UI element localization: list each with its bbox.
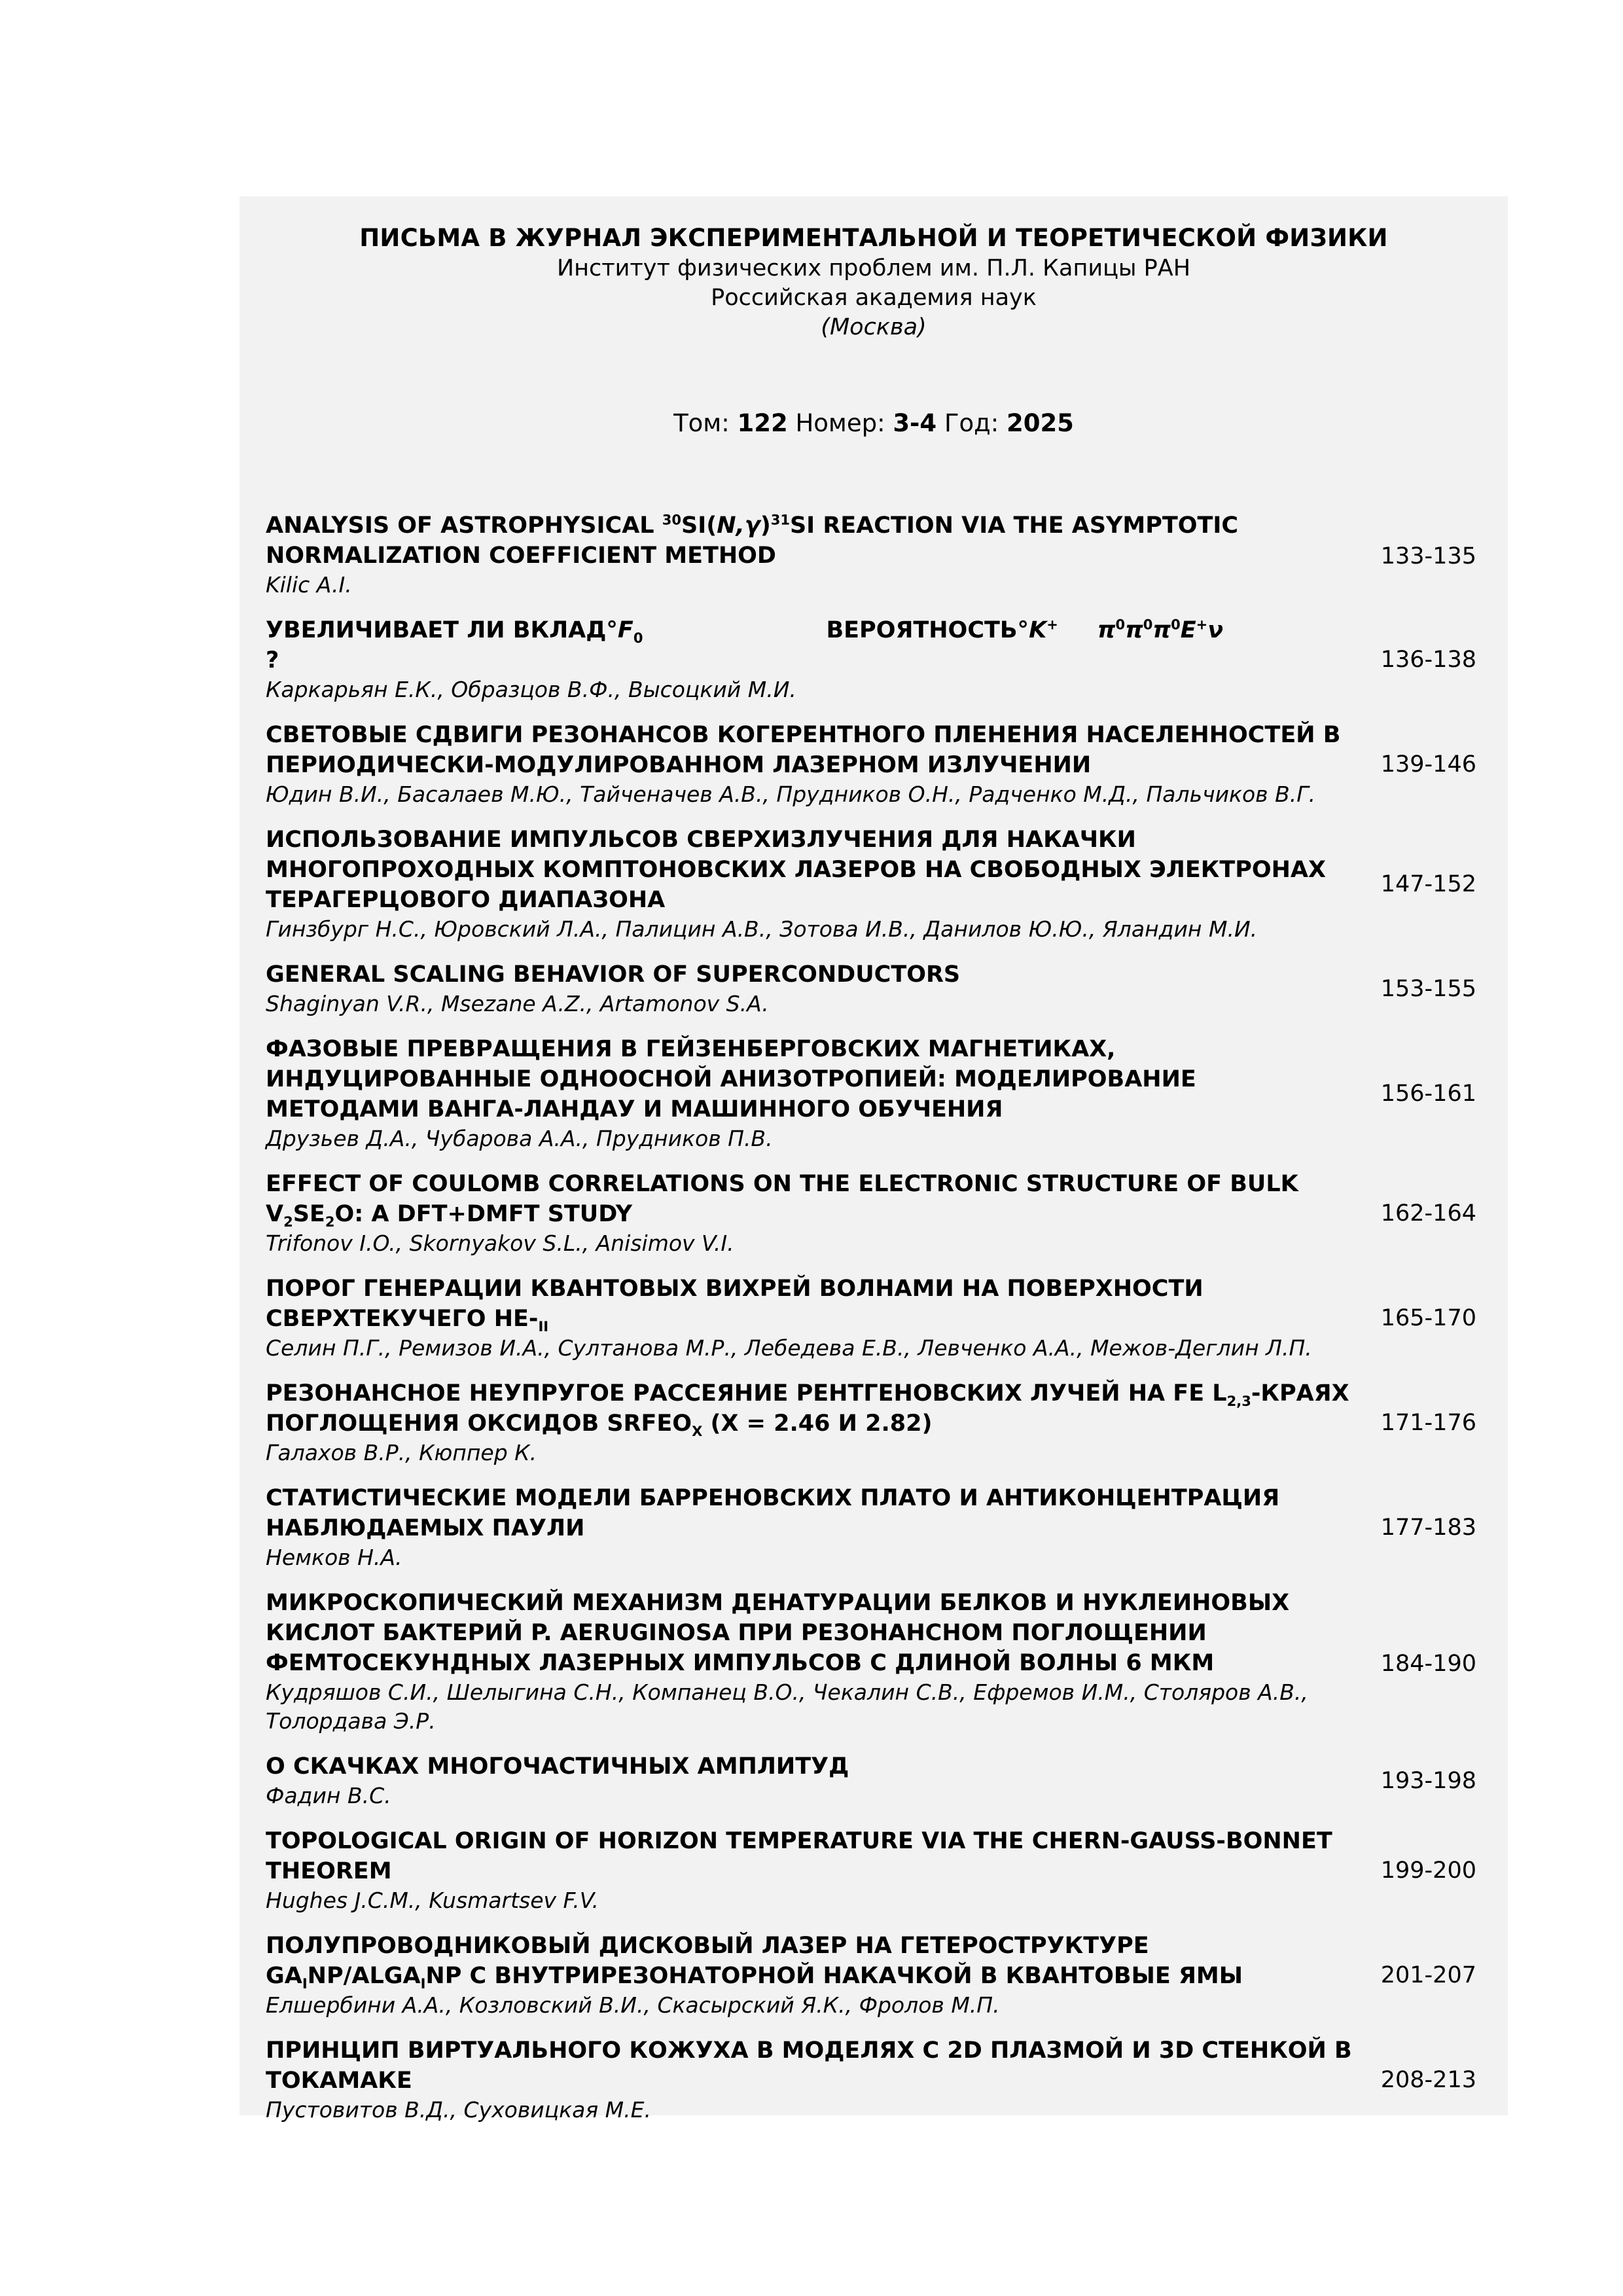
- article-entry: [266, 511, 1489, 600]
- article-authors: Юдин В.И., Басалаев М.Ю., Тайченачев А.В., Прудников О.Н., Радченко М.Д., Пальчиков В.Г.: [266, 781, 1316, 807]
- article-pages: 133-135: [1380, 543, 1476, 569]
- article-title[interactable]: ПОРОГ ГЕНЕРАЦИИ КВАНТОВЫХ ВИХРЕЙ ВОЛНАМИ НА ПОВЕРХНОСТИ СВЕРХТЕКУЧЕГО $HE-_{II}$: [266, 1276, 1204, 1335]
- article-pages: 165-170: [1380, 1305, 1476, 1331]
- article-title[interactable]: СТАТИСТИЧЕСКИЕ МОДЕЛИ БАРРЕНОВСКИХ ПЛАТО И АНТИКОНЦЕНТРАЦИЯ НАБЛЮДАЕМЫХ ПАУЛИ: [266, 1485, 1280, 1541]
- article-pages: 208-213: [1380, 2067, 1476, 2093]
- article-pages: 147-152: [1380, 871, 1476, 897]
- article-authors: Пустовитов В.Д., Суховицкая М.Е.: [266, 2097, 651, 2123]
- article-authors: Елшербини А.А., Козловский В.И., Скасырский Я.К., Фролов М.П.: [266, 1992, 1000, 2018]
- article-pages: 177-183: [1380, 1515, 1476, 1541]
- article-pages: 156-161: [1380, 1081, 1476, 1107]
- article-entry: [266, 1826, 1489, 1915]
- article-title[interactable]: МИКРОСКОПИЧЕСКИЙ МЕХАНИЗМ ДЕНАТУРАЦИИ БЕЛКОВ И НУКЛЕИНОВЫХ КИСЛОТ БАКТЕРИЙ P. AERUGINOSA ПРИ РЕЗОНАНСНОМ ПОГЛОЩЕНИИ ФЕМТОСЕКУНДНЫХ ЛАЗЕРНЫХ ИМПУЛЬСОВ С ДЛИНОЙ ВОЛНЫ 6 МКМ: [266, 1590, 1290, 1676]
- article-authors: Кудряшов С.И., Шелыгина С.Н., Компанец В.О., Чекалин С.В., Ефремов И.М., Столяров А.В., Толордава Э.Р.: [266, 1679, 1308, 1734]
- article-pages: 136-138: [1380, 647, 1476, 673]
- article-pages: 162-164: [1380, 1200, 1476, 1227]
- article-entry: [266, 2036, 1489, 2125]
- article-entry: [266, 1483, 1489, 1572]
- article-entry: [266, 1378, 1489, 1467]
- issue-info: [240, 409, 1508, 437]
- article-pages: 171-176: [1380, 1410, 1476, 1436]
- article-entry: [266, 825, 1489, 944]
- article-entry: [266, 1751, 1489, 1810]
- article-authors: Фадин В.С.: [266, 1783, 391, 1808]
- article-pages: 201-207: [1380, 1962, 1476, 1988]
- article-title[interactable]: TOPOLOGICAL ORIGIN OF HORIZON TEMPERATURE VIA THE CHERN-GAUSS-BONNET THEOREM: [266, 1828, 1332, 1884]
- institute-name: Институт физических проблем им. П.Л. Капицы РАН: [556, 255, 1191, 281]
- number-label: Номер:: [795, 409, 885, 437]
- article-authors: Kilic A.I.: [266, 572, 352, 598]
- article-title[interactable]: РЕЗОНАНСНОЕ НЕУПРУГОЕ РАССЕЯНИЕ РЕНТГЕНОВСКИХ ЛУЧЕЙ НА FE $L_{2,3}$-КРАЯХ ПОГЛОЩЕНИЯ ОКСИДОВ $SRFEO_X$ (X = 2.46 И 2.82): [266, 1380, 1349, 1439]
- article-title[interactable]: EFFECT OF COULOMB CORRELATIONS ON THE ELECTRONIC STRUCTURE OF BULK $V_2SE_2O$: A DFT+DMFT STUDY: [266, 1171, 1298, 1230]
- article-title[interactable]: О СКАЧКАХ МНОГОЧАСТИЧНЫХ АМПЛИТУД: [266, 1753, 849, 1780]
- article-authors: Друзьев Д.А., Чубарова А.А., Прудников П.В.: [266, 1126, 773, 1151]
- article-title[interactable]: GENERAL SCALING BEHAVIOR OF SUPERCONDUCTORS: [266, 961, 961, 988]
- article-pages: 153-155: [1380, 976, 1476, 1002]
- volume-value: 122: [737, 409, 788, 437]
- contents-panel: [240, 196, 1508, 2123]
- article-entry: [266, 1588, 1489, 1736]
- article-title[interactable]: ФАЗОВЫЕ ПРЕВРАЩЕНИЯ В ГЕЙЗЕНБЕРГОВСКИХ МАГНЕТИКАХ, ИНДУЦИРОВАННЫЕ ОДНООСНОЙ АНИЗОТРОПИЕЙ: МОДЕЛИРОВАНИЕ МЕТОДАМИ ВАНГА-ЛАНДАУ И МАШИННОГО ОБУЧЕНИЯ: [266, 1036, 1196, 1122]
- article-authors: Hughes J.C.M., Kusmartsev F.V.: [266, 1888, 599, 1913]
- article-pages: 184-190: [1380, 1651, 1476, 1677]
- article-entry: [266, 615, 1489, 704]
- article-entry: [266, 960, 1489, 1018]
- article-pages: 139-146: [1380, 751, 1476, 778]
- article-authors: Гинзбург Н.С., Юровский Л.А., Палицин А.В., Зотова И.В., Данилов Ю.Ю., Яландин М.И.: [266, 916, 1258, 942]
- year-label: Год:: [944, 409, 999, 437]
- year-value: 2025: [1006, 409, 1074, 437]
- article-pages: 199-200: [1380, 1857, 1476, 1884]
- article-authors: Trifonov I.O., Skornyakov S.L., Anisimov V.I.: [266, 1230, 734, 1256]
- article-entry: [266, 1274, 1489, 1363]
- article-title[interactable]: ПРИНЦИП ВИРТУАЛЬНОГО КОЖУХА В МОДЕЛЯХ С 2D ПЛАЗМОЙ И 3D СТЕНКОЙ В ТОКАМАКЕ: [266, 2037, 1352, 2094]
- volume-label: Том:: [673, 409, 730, 437]
- article-entry: [266, 720, 1489, 809]
- article-entry: [266, 1034, 1489, 1153]
- journal-title: ПИСЬМА В ЖУРНАЛ ЭКСПЕРИМЕНТАЛЬНОЙ И ТЕОРЕТИЧЕСКОЙ ФИЗИКИ: [359, 224, 1388, 252]
- article-entry: [266, 1169, 1489, 1258]
- article-title[interactable]: СВЕТОВЫЕ СДВИГИ РЕЗОНАНСОВ КОГЕРЕНТНОГО ПЛЕНЕНИЯ НАСЕЛЕННОСТЕЙ В ПЕРИОДИЧЕСКИ-МОДУЛИРОВАННОМ ЛАЗЕРНОМ ИЗЛУЧЕНИИ: [266, 722, 1341, 778]
- article-entry: [266, 1931, 1489, 2020]
- article-pages: 193-198: [1380, 1768, 1476, 1794]
- article-authors: Галахов В.Р., Кюппер К.: [266, 1440, 537, 1465]
- article-title[interactable]: ANALYSIS OF ASTROPHYSICAL $^{30}SI(N,\gamma)^{31}SI$ REACTION VIA THE ASYMPTOTIC NORMALIZATION COEFFICIENT METHOD: [266, 512, 1239, 569]
- number-value: 3-4: [893, 409, 937, 437]
- article-title[interactable]: ИСПОЛЬЗОВАНИЕ ИМПУЛЬСОВ СВЕРХИЗЛУЧЕНИЯ ДЛЯ НАКАЧКИ МНОГОПРОХОДНЫХ КОМПТОНОВСКИХ ЛАЗЕРОВ НА СВОБОДНЫХ ЭЛЕКТРОНАХ ТЕРАГЕРЦОВОГО ДИАПАЗОНА: [266, 827, 1326, 913]
- article-authors: Каркарьян Е.К., Образцов В.Ф., Высоцкий М.И.: [266, 677, 796, 702]
- city-name: (Москва): [821, 314, 927, 340]
- article-authors: Немков Н.А.: [266, 1545, 402, 1570]
- article-authors: Shaginyan V.R., Msezane A.Z., Artamonov S.A.: [266, 991, 769, 1016]
- article-authors: Селин П.Г., Ремизов И.А., Султанова М.Р., Лебедева Е.В., Левченко А.А., Межов-Деглин Л.П.: [266, 1335, 1312, 1361]
- academy-name: Российская академия наук: [711, 285, 1037, 311]
- article-title[interactable]: УВЕЛИЧИВАЕТ ЛИ $ВКЛАД^\circ F_0$ ВЕРОЯТНОСТЬ°K+ $\pi^0\pi^0\pi^0E^+\nu$?: [266, 617, 1224, 673]
- article-title[interactable]: ПОЛУПРОВОДНИКОВЫЙ ДИСКОВЫЙ ЛАЗЕР НА ГЕТЕРОСТРУКТУРЕ $GA_INP/ALGA_INP$ С ВНУТРИРЕЗОНАТОРНОЙ НАКАЧКОЙ В КВАНТОВЫЕ ЯМЫ: [266, 1933, 1243, 1992]
- table-of-contents: [266, 511, 1489, 2140]
